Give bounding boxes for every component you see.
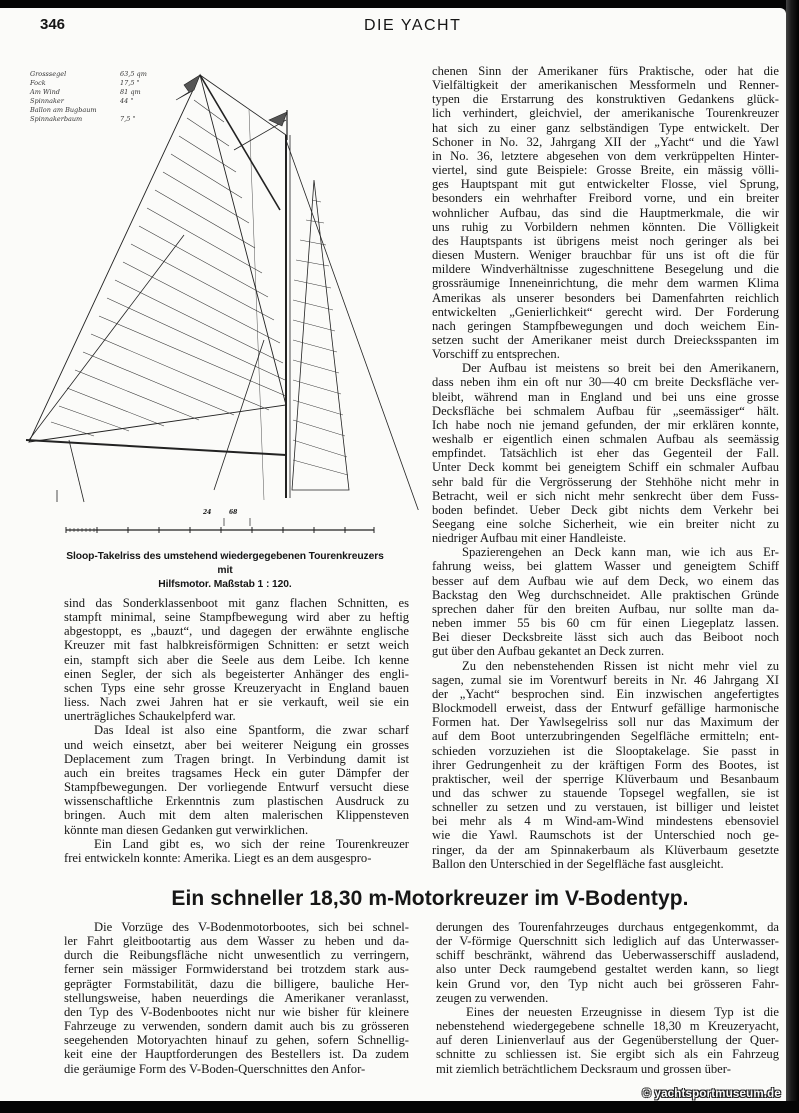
legend-value: 17,5 " [120, 79, 140, 87]
text-line: Vielfältigkeit der amerikanischen Messformeln und Renner- [432, 78, 779, 93]
text-line: ges Hauptspant mit gut entwickelter Flosse, viel Sprung, [432, 177, 779, 192]
text-line: grossräumige Inneneinrichtung, die mehr dem warmen Klima [432, 276, 779, 291]
paragraph [64, 596, 409, 723]
legend-value: 7,5 " [120, 115, 136, 123]
text-line: und weich einsetzt, aber bei weiterer Neigung ein grosses [64, 737, 409, 752]
text-line: wie die Yawl. Raumschots ist der Unterschied noch ge- [432, 828, 779, 843]
text-line: des Hauptspants ist übrigens meist noch geringer als bei [432, 233, 779, 248]
text-line: frei entwickeln konnte: Amerika. Liegt es an dem ausgespro- [64, 850, 372, 865]
legend-row [30, 106, 150, 115]
paragraph [432, 64, 779, 361]
text-line: schneller zu setzen und zu verstauen, ist billiger und leistet [432, 800, 779, 815]
legend-label: Am Wind [30, 88, 60, 96]
scale-bar-icon [64, 516, 376, 536]
text-line: praktischer, weil der sperrige Klüverbaum und Besanbaum [432, 771, 779, 786]
text-line: Blockmodell erweist, dass der Entwurf gefällige harmonische [432, 701, 779, 716]
text-line: kein Grund vor, den Typ nicht auch bei grösseren Fahr- [436, 976, 779, 991]
text-line: niedriger Aufbau mit einer Handleiste. [432, 531, 627, 546]
text-line: Backstag den Weg durchschneidet. Alle praktischen Gründe [432, 587, 779, 602]
legend-label: Ballon am Bugbaum [30, 106, 97, 114]
text-line: ringer, da der am Spinnakerbaum als Klüverbaum gesetzte [432, 842, 779, 857]
text-line: Stampfbewegungen. Der vorliegende Entwurf versucht diese [64, 780, 409, 795]
text-line: dass neben ihm ein oft nur 30—40 cm breite Decksfläche ver- [432, 375, 779, 390]
paragraph [432, 361, 779, 545]
legend-value: 44 " [120, 97, 134, 105]
text-line: Spazierengehen an Deck kann man, wie ich aus Er- [462, 545, 779, 560]
paragraph [432, 545, 779, 658]
text-line: empfindet. Tatsächlich ist eher das Gegenteil der Fall. [432, 446, 779, 461]
text-line: nach geringen Stampfbewegungen und doch weichem Ein- [432, 318, 779, 333]
text-line: sprechen daher für den breiten Aufbau, nur sollte man da- [432, 601, 779, 616]
text-line: setzen sucht der Amerikaner meist durch Dreiecksspanten im [432, 332, 779, 347]
legend-row [30, 115, 150, 124]
text-line: besser auf dem Aufbau wie auf dem Deck, wo einem das [432, 573, 779, 588]
text-line: auf deren Linienverlauf aus der Gegenüberstellung der Quer- [436, 1033, 779, 1048]
legend-value: 81 qm [120, 88, 141, 96]
text-line: ein, stampft sich aber die Seele aus dem Leibe. Ich kenne [64, 652, 409, 667]
text-line: derungen des Tourenfahrzeuges durchaus entgegenkommt, da [436, 920, 779, 934]
text-line: Ballon den Unterschied in der Segelfläche fast ausgleicht. [432, 856, 724, 871]
paragraph [436, 920, 779, 1005]
text-line: Seegang eine solche Sicherheit, wie ein breiter nicht zu [432, 517, 779, 531]
paragraph [64, 723, 409, 836]
text-line: stampft minimal, seine Stampfbewegung wird aber zu heftig [64, 610, 409, 625]
text-line: auch ein breites tragsames Heck ein guter Dämpfer der [64, 765, 409, 780]
legend-label: Grosssegel [30, 70, 67, 78]
text-line: gut über den Aufbau gekantet an Deck zurren. [432, 644, 665, 659]
text-line: Ein Land gibt es, wo sich der reine Tourenkreuzer [94, 836, 409, 851]
text-line: der „Yacht“ besprochen sind. Ein inzwischen angefertigtes [432, 686, 779, 701]
text-line: könnte man diesen Gedanken gut verwirklichen. [64, 822, 309, 837]
text-line: entwickelten „Genierlichkeit“ gerecht wird. Der Forderung [432, 304, 779, 319]
text-line: liess. Nach zwei Jahren hat er sie verkauft, weil sie ein [64, 695, 409, 710]
legend-row [30, 88, 150, 97]
legend-label: Spinnakerbaum [30, 115, 83, 123]
text-line: Zu den nebenstehenden Rissen ist nicht mehr viel zu [462, 658, 779, 673]
text-line: Amerikas als unserer besonders bei Damenfahrten reichlich [432, 290, 779, 305]
scan-border-right [786, 0, 799, 1113]
text-line: Formen hat. Der Yawlsegelriss soll nur das Maximum der [432, 715, 779, 730]
text-line: ihrer Gedrungenheit zu der kräftigen Form des Bootes, ist [432, 757, 779, 772]
text-line: die geräumige Form des V-Boden-Querschnittes den Anfor- [64, 1061, 366, 1076]
text-line: bringen. Auch mit dem alten malerischen Klippensteven [64, 808, 409, 823]
text-line: auf dem Boot unterzubringenden Segelfläche ermitteln; ent- [432, 729, 779, 744]
text-line: boden befindet. Ueber Deck gibt nichts dem Verkehr bei [432, 502, 779, 517]
legend-value: 63,5 qm [120, 70, 147, 78]
sail-area-legend [30, 70, 150, 124]
legend-label: Spinnaker [30, 97, 64, 105]
figure-caption [60, 550, 390, 592]
text-line: sehr bald für die Vergrösserung der Stehhöhe nicht mehr in [432, 474, 779, 489]
text-line: besonders ein wehrhafter Freibord vorne, und ein breiter [432, 191, 779, 206]
text-line: wissenschaftliche Erkenntnis zum plastischen Ausdruck zu [64, 794, 409, 809]
text-line: unerträgliches Schaukelpferd war. [64, 709, 236, 724]
text-line: weshalb er eigentlich einen schmalen Aufbau als seemässig [432, 432, 779, 447]
text-line: Betracht, weil er sich nicht mehr senkrecht über dem Fuss- [432, 488, 779, 503]
text-line: sagen, zumal sie im Vorentwurf bereits in Nr. 46 Jahrgang XI [432, 672, 779, 687]
paragraph [432, 659, 779, 871]
text-line: fahrung weiss, bei glattem Wasser und geneigtem Schiff [432, 559, 779, 574]
text-line: Eines der neuesten Erzeugnisse in diesem Typ ist die [466, 1004, 779, 1019]
legend-label: Fock [30, 79, 46, 87]
scan-border-bottom [0, 1101, 799, 1113]
text-line: typen die Erstarrung des konstruktiven Gedankens glück- [432, 92, 779, 107]
text-line: chenen Sinn der Amerikaner fürs Praktische, oder hat die [432, 64, 779, 78]
text-line: Unter Deck kommt bei geneigtem Schiff ein schmaler Aufbau [432, 460, 779, 475]
text-line: wohnlicher Aufbau, das sind die Hauptmerkmale, die wir [432, 205, 779, 220]
text-line: durch die Reibungsfläche nicht unwesentlich zu verringern, [64, 948, 409, 963]
text-line: viertel, sind gute Beispiele: Grosse Breite, ein mässig völli- [432, 163, 779, 178]
legend-row [30, 97, 150, 106]
text-line: Decksfläche bei schmalem Aufbau für „seemässiger“ hält. [432, 403, 779, 418]
text-line: keit eine der Hauptforderungen des Bestellers ist. Da zudem [64, 1047, 409, 1062]
article-column-left [64, 920, 409, 1076]
text-column-right-top [432, 64, 779, 871]
text-line: seegehenden Motoryachten hinauf zu gehen, sofern Schnellig- [64, 1033, 409, 1048]
text-line: zeugen zu verwenden. [436, 990, 549, 1005]
sail-plan-drawing [24, 60, 424, 510]
article-title: Ein schneller 18,30 m-Motorkreuzer im V-Bodentyp. [171, 887, 689, 910]
text-line: geprägter Formstabilität, dazu die billigere, bauliche Her- [64, 976, 409, 991]
text-line: ler Fahrt gleitbootartig aus dem Wasser zu heben und da- [64, 934, 409, 949]
page-number: 346 [40, 16, 66, 33]
text-line: Kreuzer mit fast halbkreisförmigen Schnitten: er setzt weich [64, 638, 409, 653]
text-line: Der Aufbau ist meistens so breit bei den Amerikanern, [462, 361, 779, 376]
text-line: Das Ideal ist also eine Spantform, die zwar scharf [94, 723, 409, 738]
text-line: schiff beschränkt, während das Ueberwasserschiff ausladend, [436, 948, 779, 963]
text-line: Die Vorzüge des V-Bodenmotorbootes, sich bei schnel- [94, 920, 409, 934]
text-line: schnitte zu schliessen ist. Sie ergibt sich als ein Fahrzeug [436, 1047, 779, 1062]
text-line: ferner sein mässiger Formwiderstand bei trotzdem stark aus- [64, 962, 409, 977]
text-line: Deplacement zum Tragen bringt. In Verbindung damit ist [64, 751, 409, 766]
paragraph [64, 837, 409, 865]
sloop-sail-plan-icon [24, 60, 424, 510]
text-line: abgestoppt, es „bauzt“, und dagegen der erwähnte englische [64, 624, 409, 639]
text-line: bei mehr als 4 m Wind-am-Wind mindestens ebensoviel [432, 814, 779, 829]
text-column-left-middle [64, 596, 409, 865]
caption-line: Hilfsmotor. Maßstab 1 : 120. [158, 579, 292, 590]
text-line: sind das Sonderklassenboot mit ganz flachen Schnitten, es [64, 596, 409, 610]
legend-value [120, 106, 150, 115]
scale-mark-label: 68 [229, 509, 238, 516]
text-line: Ich habe noch nie jemand gefunden, der mir erklären konnte, [432, 417, 779, 432]
watermark: © yachtsportmuseum.de [642, 1088, 781, 1100]
legend-row [30, 70, 150, 79]
text-line: Fahrzeuge zu verwenden, sondern damit auch bis zu grösseren [64, 1019, 409, 1034]
paragraph [436, 1005, 779, 1076]
text-line: der V-förmige Querschnitt sich lediglich auf das Unterwasser- [436, 934, 779, 949]
text-line: in No. 36, letztere abgesehen von dem verkrüppelten Hinter- [432, 148, 779, 163]
text-line: schen Typs eine sehr grosse Kreuzeryacht in England bauen [64, 680, 409, 695]
running-head: DIE YACHT [364, 17, 462, 34]
text-line: mit ziemlich beträchtlichem Decksraum und grossen über- [436, 1061, 731, 1076]
text-line: den Typ des V-Bodenbootes nicht nur wie bisher für kleinere [64, 1004, 409, 1019]
text-line: nebenstehend wiedergegebene schnelle 18,30 m Kreuzeryacht, [436, 1019, 779, 1034]
text-line: diesen Mustern. Weniger brauchbar für uns ist oft die für [432, 248, 779, 263]
caption-line: Sloop-Takelriss des umstehend wiedergegebenen Tourenkreuzers mit [66, 551, 384, 576]
text-line: hat sich zu einer ganz selbständigen Type entwickelt. Der [432, 120, 779, 135]
text-line: lich verhindert, gleichviel, der amerikanische Tourenkreuzer [432, 106, 779, 121]
text-line: also unter Deck raumgebend gestaltet werden kann, so liegt [436, 962, 779, 977]
paragraph [64, 920, 409, 1076]
text-line: stellungsweise, haben neuerdings die Amerikaner veranlasst, [64, 990, 409, 1005]
text-line: uns ruhig zu Vorbildern nehmen könnten. Die Völligkeit [432, 219, 779, 234]
text-line: Schoner in No. 32, Jahrgang XII der „Yacht“ und die Yawl [432, 134, 779, 149]
text-line: neben immer 55 bis 60 cm für einen Liegeplatz lassen. [432, 616, 779, 631]
text-line: Vorschiff zu entsprechen. [432, 347, 560, 362]
text-line: bleibt, während man in England und bei uns eine grosse [432, 389, 779, 404]
text-line: einen Segler, der sich als begeisterter Anhänger des engli- [64, 666, 409, 681]
article-column-right [436, 920, 779, 1076]
text-line: Bei dieser Decksbreite lässt sich auch das Beiboot noch [432, 630, 779, 645]
legend-row [30, 79, 150, 88]
text-line: und das schwer zu stauende Topsegel wegfallen, sie ist [432, 785, 779, 800]
text-line: schieden vorzuziehen ist die Slooptakelage. Sie passt in [432, 743, 779, 758]
text-line: mildere Windverhältnisse zugeschnittene Besegelung und die [432, 262, 779, 277]
scale-mark-label: 24 [203, 509, 212, 516]
